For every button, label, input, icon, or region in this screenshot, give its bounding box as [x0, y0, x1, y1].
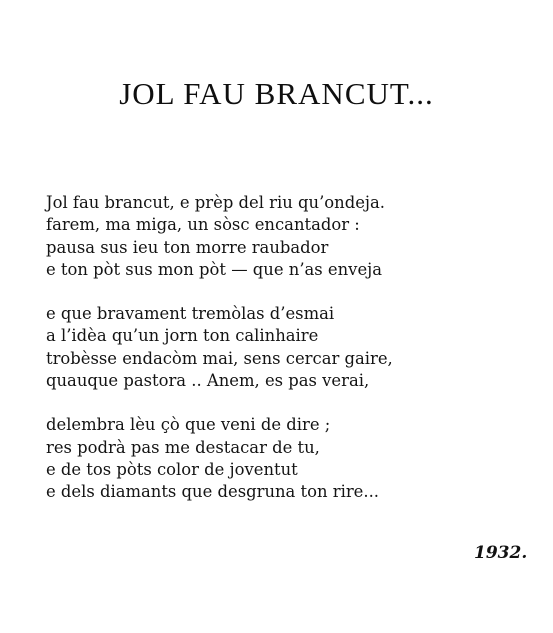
poem-line: quauque pastora .. Anem, es pas verai,: [46, 371, 370, 391]
stanza-1: [46, 192, 526, 281]
poem-line: farem, ma miga, un sòsc encantador :: [46, 215, 360, 235]
poem-date: 1932.: [474, 543, 528, 563]
poem-line: pausa sus ieu ton morre raubador: [46, 237, 329, 257]
poem-line: e ton pòt sus mon pòt — que n’as enveja: [46, 259, 383, 279]
poem-line: e que bravament tremòlas d’esmai: [46, 304, 335, 324]
poem-line: trobèsse endacòm mai, sens cercar gaire,: [46, 348, 393, 368]
poem-line: e de tos pòts color de joventut: [46, 459, 298, 479]
poem-title: JOL FAU BRANCUT...: [119, 76, 434, 111]
stanza-3: [46, 414, 526, 503]
poem-line: delembra lèu çò que veni de dire ;: [46, 415, 331, 435]
poem-body: [46, 192, 526, 526]
stanza-2: [46, 303, 526, 392]
poem-line: Jol fau brancut, e prèp del riu qu’ondeja.: [46, 193, 385, 212]
poem-line: res podrà pas me destacar de tu,: [46, 437, 320, 457]
poem-line: e dels diamants que desgruna ton rire...: [46, 482, 379, 502]
poem-line: a l’idèa qu’un jorn ton calinhaire: [46, 326, 319, 346]
